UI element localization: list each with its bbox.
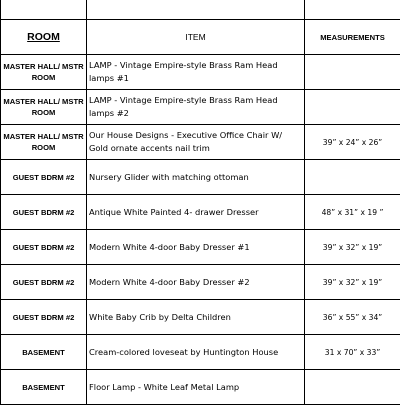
room-cell: GUEST BDRM #2 xyxy=(1,195,87,230)
table-row xyxy=(1,125,400,160)
table-row xyxy=(1,230,400,265)
table-row xyxy=(1,300,400,335)
measurements-cell: 31 x 70” x 33” xyxy=(305,335,400,370)
item-header: ITEM xyxy=(87,20,305,55)
room-cell: MASTER HALL/ MSTR ROOM xyxy=(1,55,87,90)
room-cell: MASTER HALL/ MSTR ROOM xyxy=(1,125,87,160)
measurements-cell xyxy=(305,370,400,405)
measurements-cell: 39” x 24” x 26” xyxy=(305,125,400,160)
room-cell: MASTER HALL/ MSTR ROOM xyxy=(1,90,87,125)
table-row xyxy=(1,265,400,300)
room-cell: GUEST BDRM #2 xyxy=(1,160,87,195)
table-row xyxy=(1,195,400,230)
item-cell: LAMP - Vintage Empire-style Brass Ram Head lamps #2 xyxy=(87,90,305,125)
item-cell: Our House Designs - Executive Office Chair W/ Gold ornate accents nail trim xyxy=(87,125,305,160)
room-cell: GUEST BDRM #2 xyxy=(1,265,87,300)
table-row xyxy=(1,160,400,195)
room-cell: BASEMENT xyxy=(1,370,87,405)
item-cell: Modern White 4-door Baby Dresser #1 xyxy=(87,230,305,265)
item-cell: Modern White 4-door Baby Dresser #2 xyxy=(87,265,305,300)
measurements-cell: 36” x 55” x 34” xyxy=(305,300,400,335)
blank-cell xyxy=(1,0,87,20)
room-cell: BASEMENT xyxy=(1,335,87,370)
room-cell: GUEST BDRM #2 xyxy=(1,230,87,265)
measurements-cell: 39” x 32” x 19” xyxy=(305,265,400,300)
measurements-cell: 48” x 31” x 19 ” xyxy=(305,195,400,230)
room-header: ROOM xyxy=(1,20,87,55)
blank-cell xyxy=(305,0,400,20)
item-cell: Nursery Glider with matching ottoman xyxy=(87,160,305,195)
header-row xyxy=(1,20,400,55)
measurements-cell xyxy=(305,90,400,125)
table-row xyxy=(1,335,400,370)
measurements-cell xyxy=(305,160,400,195)
table-row xyxy=(1,370,400,405)
measurements-cell: 39” x 32” x 19” xyxy=(305,230,400,265)
measurements-header: MEASUREMENTS xyxy=(305,20,400,55)
room-cell: GUEST BDRM #2 xyxy=(1,300,87,335)
table-row xyxy=(1,90,400,125)
item-cell: Floor Lamp - White Leaf Metal Lamp xyxy=(87,370,305,405)
item-cell: LAMP - Vintage Empire-style Brass Ram Head lamps #1 xyxy=(87,55,305,90)
blank-top-row xyxy=(1,0,400,20)
item-cell: White Baby Crib by Delta Children xyxy=(87,300,305,335)
measurements-cell xyxy=(305,55,400,90)
item-cell: Cream-colored loveseat by Huntington House xyxy=(87,335,305,370)
table-row xyxy=(1,55,400,90)
item-cell: Antique White Painted 4- drawer Dresser xyxy=(87,195,305,230)
blank-cell xyxy=(87,0,305,20)
